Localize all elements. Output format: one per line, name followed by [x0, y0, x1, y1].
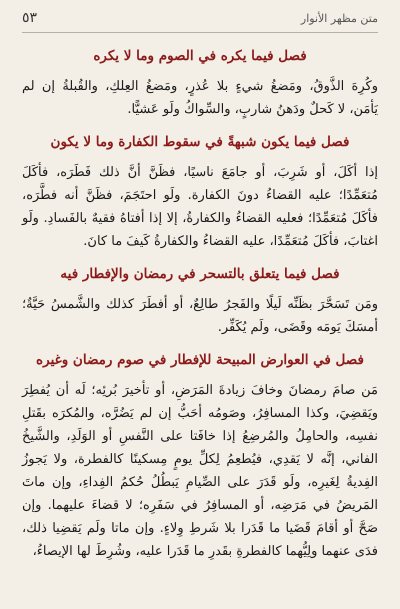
section-body: مَن صامَ رمضانَ وخافَ زيادةَ المَرَضِ، أو تأخيرَ بُرئِه؛ لَه أن يُفطِرَ ويَقضِيَ، وكذا المسافِرُ، وصَومُه أحَبُّ إن لم يَضُرَّه، والمُكرَه بقَتلِ نفسِه، والحامِلُ والمُرضِعُ إذا خافَتا على النَّفسِ أو الوَلَدِ، والشَّيخُ الفاني، إنَّه لا يَقدِي، فيُطعِمُ لِكلِّ يومٍ مِسكينًا كالفطرة، ولا يَجوزُ الفِديةُ لِغَيرِه، ولَو قَدَرَ على الصِّيامِ يَبطُلُ حُكمُ الفِداءِ، وإن ماتَ المَريضُ في مَرَضِه، أو المسافِرُ في سَفَرِه؛ لا قضاءَ عليهما. وإن صَحَّ أو أقامَ قَضَيا ما قَدَرا بلا شَرطِ وِلاءٍ. وإن ماتا ولَم يَقضِيا ذلك، فدَى عنهما ولِيُّهما كالفطرةِ بقَدرِ ما قَدَرا عليه، وشُرِطَ لها الإيصاءُ،: [22, 383, 378, 559]
section-body: إذا أكَلَ، أو شَرِبَ، أو جامَعَ ناسيًا، فظَنَّ أنَّ ذلك فَطَرَه، فأكَلَ مُتعَمِّدًا؛ عليه القضاءُ دونَ الكفارة. ولَو احتَجَمَ، فظَنَّ أنه فطَّرَه، فأكَلَ مُتعَمِّدًا؛ فعليه القضاءُ والكفارةُ، إلا إذا أفتاهُ فقيهٌ بالفَسادِ. ولَو اغتابَ، فأكَلَ مُتعَمِّدًا، عليه القضاءُ والكفارةُ كَيفَ ما كانَ.: [22, 165, 378, 249]
section-title: فصل فيما يكون شبهةً في سقوط الكفارة وما لا يكون: [50, 134, 350, 150]
section-makruh-in-fasting: [22, 47, 378, 121]
section-title: فصل فيما يكره في الصوم وما لا يكره: [93, 48, 307, 64]
section-suhur-iftar: [22, 265, 378, 339]
page-header: [22, 10, 378, 33]
section-body: وكُرِهَ الذَّوقُ، ومَضغُ شيءٍ بلا عُذرٍ، ومَضغُ العِلكِ، والقُبلةُ إن لم يَأمَن، لا كَحلٌ ودَهنُ شاربٍ، والسِّواكُ ولَو عَشيًّا.: [22, 79, 378, 117]
section-body: ومَن تَسَحَّرَ بظَنِّه لَيلًا والفَجرُ طالِعٌ، أو أفطَرَ كذلك والشَّمسُ حَيَّةٌ؛ أمسَكَ يَومَه وقَضَى، ولَم يُكَفِّر.: [22, 297, 378, 335]
section-title: فصل في العوارض المبيحة للإفطار في صوم رمضان وغيره: [36, 352, 364, 368]
section-expiation-doubt: [22, 133, 378, 253]
section-permitted-excuses: [22, 351, 378, 563]
book-title: متن مظهر الأنوار: [300, 12, 378, 25]
page-number: ٥٣: [22, 10, 38, 26]
section-title: فصل فيما يتعلق بالتسحر في رمضان والإفطار فيه: [60, 266, 340, 282]
